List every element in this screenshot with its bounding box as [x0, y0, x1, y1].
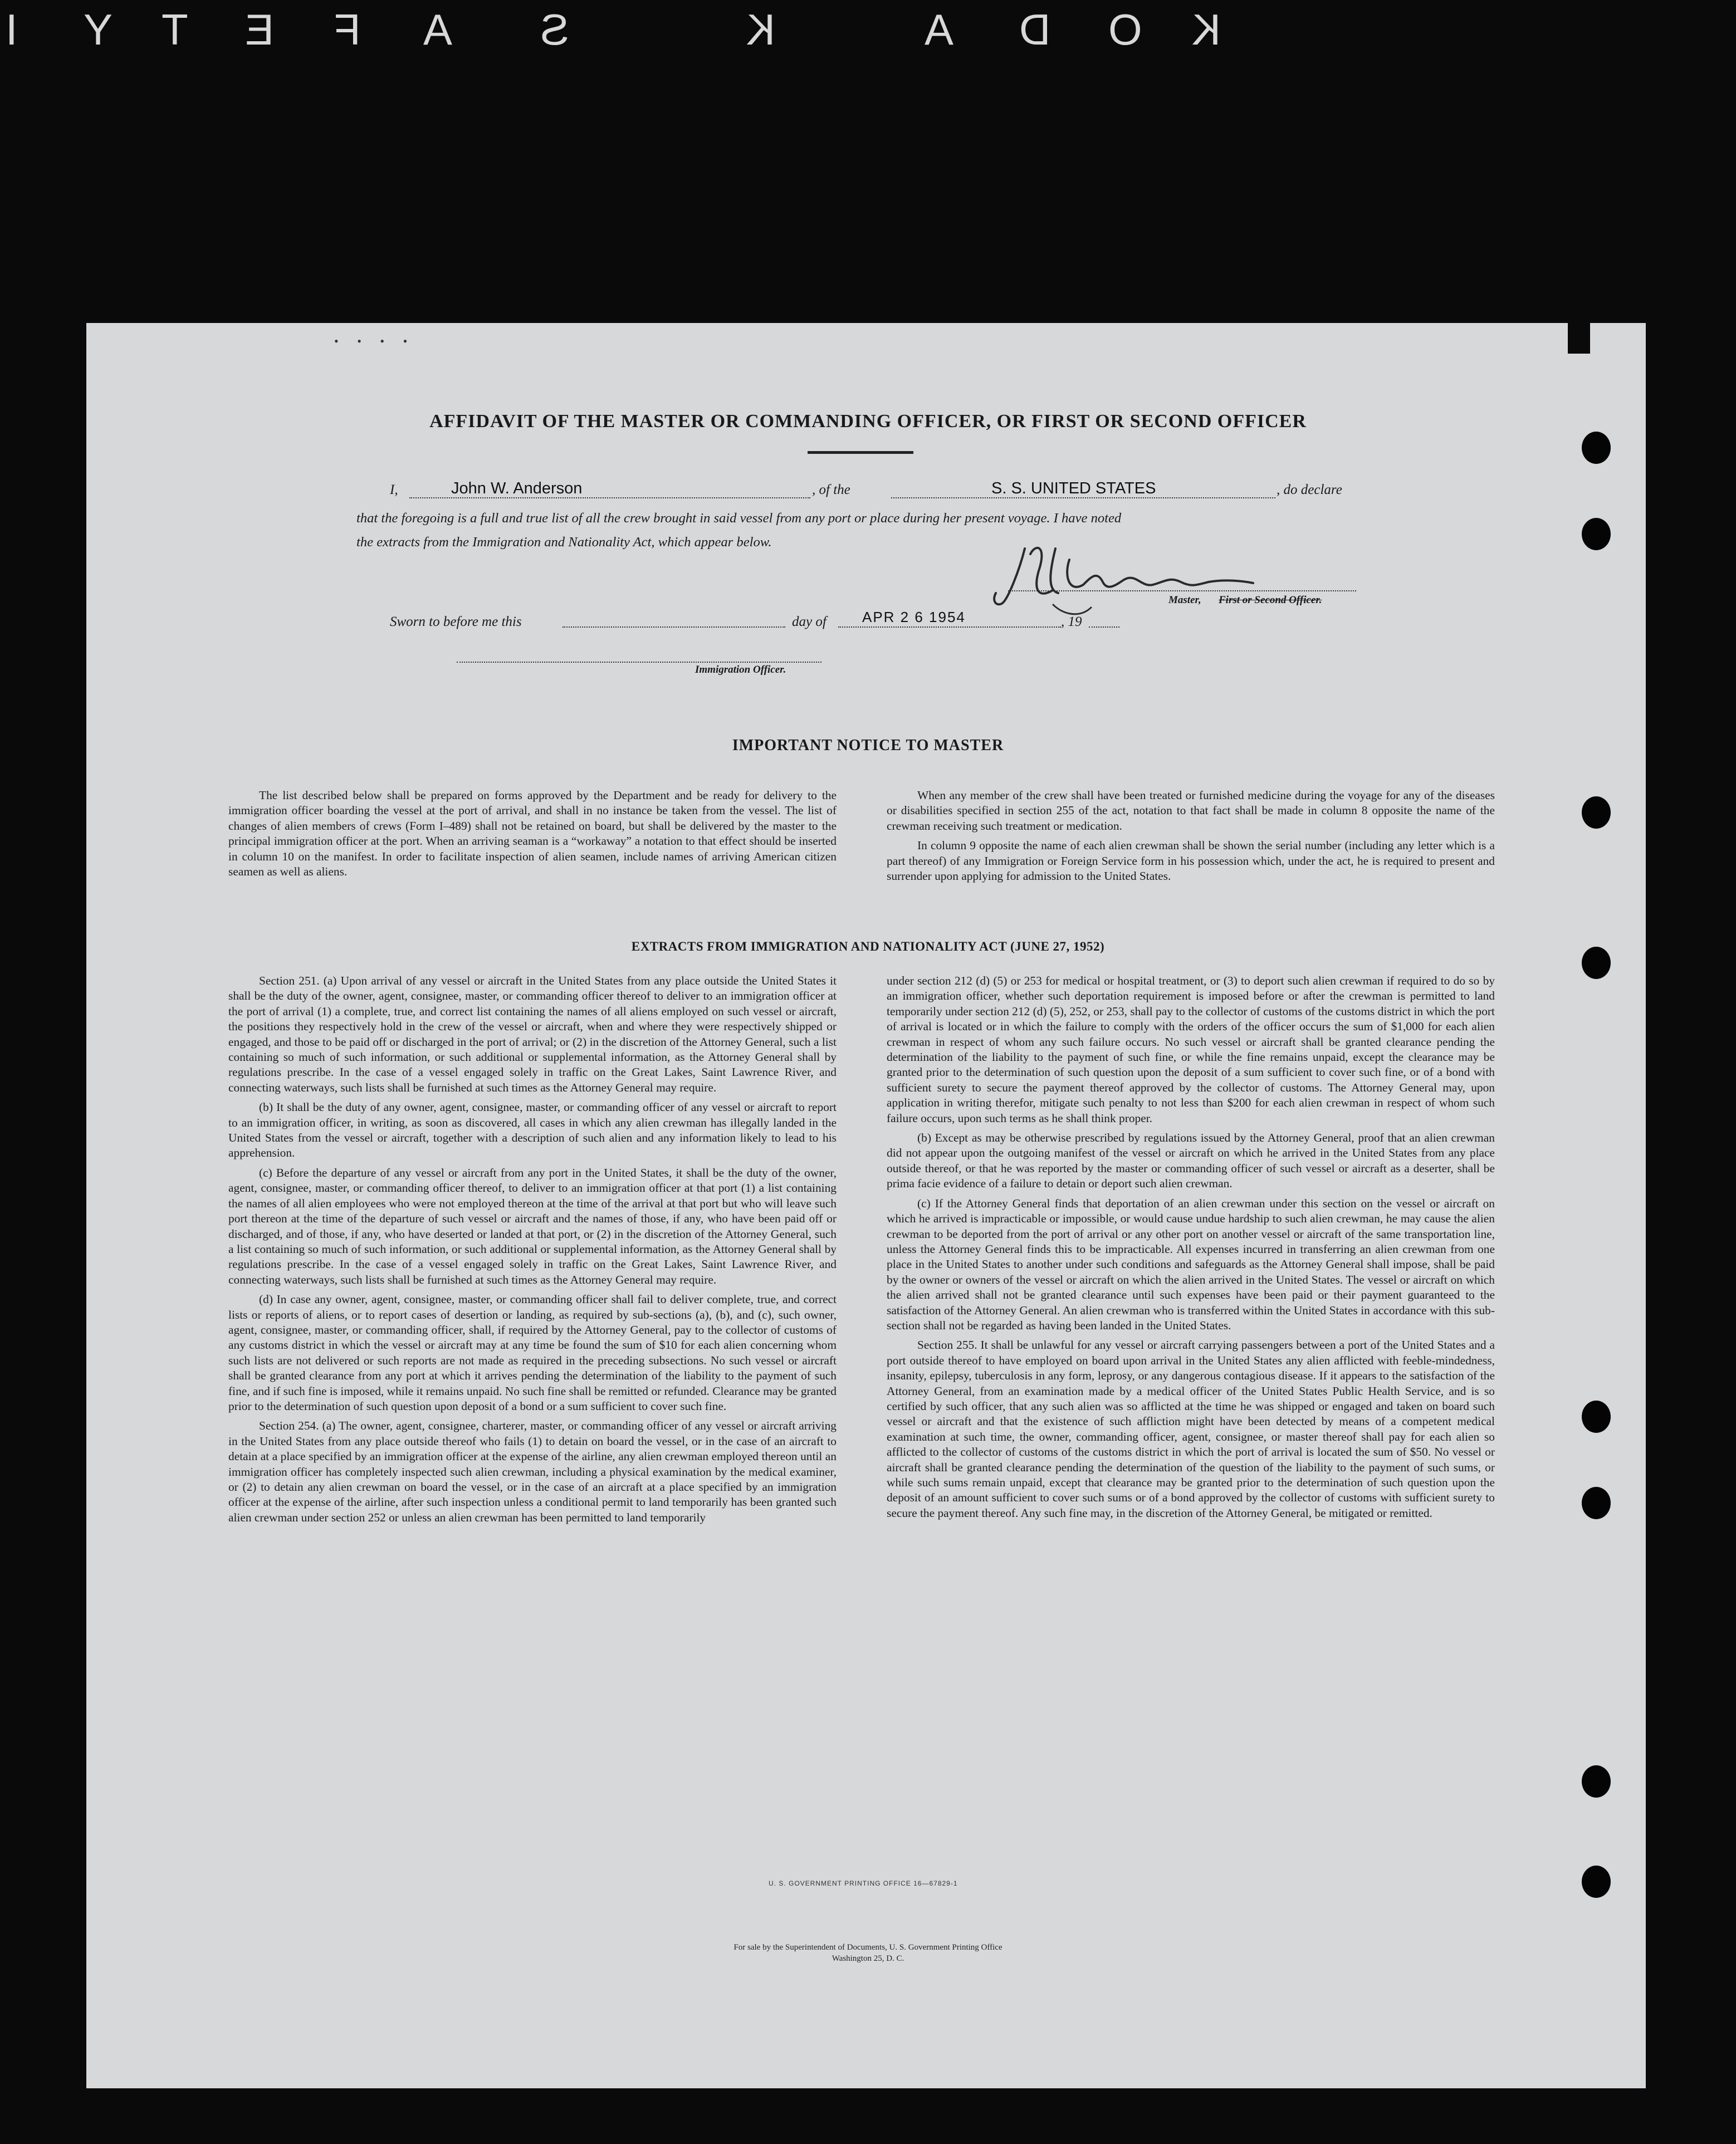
footer-line2: Washington 25, D. C.: [832, 1954, 904, 1963]
notice-left-column: [228, 788, 837, 884]
declarant-name: John W. Anderson: [451, 479, 583, 497]
binder-hole: [1582, 432, 1611, 464]
sworn-year: , 19: [1061, 614, 1082, 629]
binder-hole: [1582, 518, 1611, 550]
section-paragraph: under section 212 (d) (5) or 253 for medical or hospital treatment, or (3) to deport such alien crewman if required to do so by an immigration officer, whether such deportation requirement is imposed before or after the crewman is permitted to land temporarily under section 212 (d) (5), 252, or 253, shall pay to the collector of customs of the customs district in which the port of arrival is located or in which the failure to comply with the orders of the officer occurs the sum of $1,000 for each alien crewman in respect of whom any such failure occurs. No such vessel or aircraft shall be granted clearance pending the determination of the liability to the payment of such fine, or while the fine remains unpaid, except the clearance may be granted prior to the determination of such question upon the deposit of a sum sufficient to cover such fine, or of a bond with sufficient surety to secure the payment thereof approved by the collector of customs. The Attorney General may, upon application in writing therefor, mitigate such penalty to not less than $200 for each alien crewman in respect of whom such failure occurs, upon such terms as he shall think proper.: [887, 974, 1495, 1125]
film-edge-char: O: [1108, 5, 1142, 54]
page-tear: [1568, 323, 1590, 354]
film-edge-char: D: [1019, 5, 1051, 54]
date-stamp: APR 2 6 1954: [862, 609, 966, 625]
film-edge-char: Y: [84, 5, 113, 54]
notice-right-column: [887, 788, 1495, 888]
extracts-title: EXTRACTS FROM IMMIGRATION AND NATIONALITY ACT (JUNE 27, 1952): [631, 939, 1105, 953]
binder-hole: [1582, 796, 1611, 829]
vessel-name: S. S. UNITED STATES: [991, 479, 1156, 497]
film-edge-char: S: [540, 5, 570, 54]
section-paragraph: (b) It shall be the duty of any owner, agent, consignee, master, or commanding officer of any vessel or aircraft to report to an immigration officer, in writing, as soon as discovered, all cases in which any alien crewman has illegally landed in the United States from the vessel or aircraft, together with a description of such alien and any information likely to lead to his apprehension.: [228, 1100, 837, 1160]
binder-hole: [1582, 1401, 1611, 1433]
footer-line1: For sale by the Superintendent of Documents, U. S. Government Printing Office: [733, 1943, 1003, 1952]
film-edge-char: T: [162, 5, 188, 54]
affidavit-do-declare: , do declare: [1277, 482, 1342, 497]
section-paragraph: (d) In case any owner, agent, consignee, master, or commanding officer shall fail to deliver complete, true, and correct lists or reports of aliens, or to report cases of desertion or landing, as required by sub-sections (a), (b), and (c), such owner, agent, consignee, master, or commanding officer, shall, if required by the Attorney General, pay to the collector of customs of any customs district in which the vessel or aircraft may at any time be found the sum of $10 for each alien concerning whom such lists are not delivered or such reports are not made as required in the preceding subsections. No such vessel or aircraft shall be granted clearance from any port at which it arrives pending the determination of the liability to the payment of such fine, and if such fine is imposed, while it remains unpaid. No such fine shall be remitted or refunded. Clearance may be granted prior to the determination of such question upon deposit of a bond or a sum sufficient to cover such fine.: [228, 1293, 837, 1413]
film-edge-char: E: [245, 5, 275, 54]
struck-officer-label: First or Second Officer.: [1219, 594, 1322, 606]
notice-title: IMPORTANT NOTICE TO MASTER: [732, 737, 1004, 754]
extracts-left-column: [228, 973, 837, 1530]
affidavit-title: AFFIDAVIT OF THE MASTER OR COMMANDING OFFICER, OR FIRST OR SECOND OFFICER: [429, 411, 1307, 432]
binder-hole: [1582, 1487, 1611, 1519]
section-paragraph: Section 251. (a) Upon arrival of any vessel or aircraft in the United States from any place outside the United States it shall be the duty of the owner, agent, consignee, master, or commanding officer thereof to deliver to an immigration officer at the port of arrival (1) a complete, true, and correct list containing the names of all aliens employed on such vessel or aircraft, the positions they respectively hold in the crew of the vessel or aircraft, when and where they were respectively shipped or engaged, and those to be paid off or discharged in the port of arrival; or (2) in the discretion of the Attorney General, such a list containing so much of such information, or such additional or supplemental information, as the Attorney General shall by regulations prescribe. In the case of a vessel engaged solely in traffic on the Great Lakes, Saint Lawrence River, and connecting waterways, such lists shall be furnished at such times as the Attorney General may require.: [228, 974, 837, 1094]
immigration-officer-label: Immigration Officer.: [695, 664, 786, 675]
day-dotted-line: [563, 626, 785, 628]
year-dotted-line: [1089, 626, 1119, 628]
master-signature: [986, 537, 1275, 621]
film-edge-char: F: [334, 5, 361, 54]
date-dotted-line: [838, 626, 1061, 628]
gpo-imprint: U. S. GOVERNMENT PRINTING OFFICE 16—67829-1: [769, 1879, 958, 1887]
film-edge-text: [0, 0, 1736, 54]
film-edge-char: I: [6, 5, 18, 54]
affidavit-line2: that the foregoing is a full and true list of all the crew brought in said vessel from any port or place during her present voyage. I have noted: [356, 511, 1122, 526]
film-edge-char: K: [746, 5, 776, 54]
film-edge-char: A: [925, 5, 954, 54]
affidavit-i: I,: [390, 482, 398, 497]
section-paragraph: Section 254. (a) The owner, agent, consignee, charterer, master, or commanding officer of any vessel or aircraft arriving in the United States from any place outside thereof who fails (1) to detain on board the vessel, or in the case of an aircraft to detain at a place specified by an immigration officer at the expense of the airline, any alien crewman employed thereon until an immigration officer has completely inspected such alien crewman, including a physical examination by the medical examiner, or (2) to detain any alien crewman on board the vessel, or in the case of an aircraft at a place specified by an immigration officer at the expense of the airline, after such inspection unless a conditional permit to land temporarily has been granted such alien crewman under section 252 or unless an alien crewman has been permitted to land temporarily: [228, 1419, 837, 1524]
officer-dotted-line: [457, 662, 821, 663]
section-paragraph: (b) Except as may be otherwise prescribed by regulations issued by the Attorney General, proof that an alien crewman did not appear upon the outgoing manifest of the vessel or aircraft on which he arrived in the United States from any place outside thereof, or that he was reported by the master or commanding officer of such vessel or aircraft as a deserter, shall be prima facie evidence of a failure to detain or deport such alien crewman.: [887, 1131, 1495, 1191]
section-paragraph: (c) Before the departure of any vessel or aircraft from any port in the United States, it shall be the duty of the owner, agent, consignee, master, or commanding officer thereof, to deliver to an immigration officer at that port (1) a list containing the names of all alien employees who were not employed thereon at the time of the arrival at that port but who will leave such port thereon at the time of the departure of such vessel or aircraft and the names of those, if any, who have been paid off or discharged, and of those, if any, who have deserted or landed at that port, or (2) in the discretion of the Attorney General, such a list containing so much of such information, or such additional or supplemental information, as the Attorney General shall by regulations prescribe. In the case of a vessel engaged solely in traffic on the Great Lakes, Saint Lawrence River, and connecting waterways, such lists shall be furnished at such times as the Attorney General may require.: [228, 1166, 837, 1286]
affidavit-of-the: , of the: [812, 482, 850, 497]
master-label: Master,: [1168, 594, 1201, 606]
extracts-right-column: [887, 973, 1495, 1525]
notice-paragraph: The list described below shall be prepared on forms approved by the Department and be ready for delivery to the immigration officer boarding the vessel at the port of arrival, and shall in no instance be taken from the vessel. The list of changes of alien members of crews (Form I–489) shall not be retained on board, but shall be delivered by the master to the principal immigration officer at the port. When an arriving seaman is a “workaway” a notation to that effect should be inserted in column 10 on the manifest. In order to facilitate inspection of alien seamen, include names of arriving American citizen seamen as well as aliens.: [228, 789, 837, 879]
film-edge-char: A: [423, 5, 453, 54]
sworn-day-of: day of: [792, 614, 827, 629]
sworn-before: Sworn to before me this: [390, 614, 522, 629]
notice-paragraph: When any member of the crew shall have been treated or furnished medicine during the voyage for any of the diseases or disabilities specified in section 255 of the act, notation to that fact shall be made in column 8 opposite the name of the crewman receiving such treatment or medication.: [887, 789, 1495, 833]
binder-hole: [1582, 1866, 1611, 1898]
page-speckles: • • • •: [334, 334, 415, 348]
notice-paragraph: In column 9 opposite the name of each alien crewman shall be shown the serial number (including any letter which is a part thereof) of any Immigration or Foreign Service form in his possession which, under the act, he is required to present and surrender upon applying for admission to the United States.: [887, 839, 1495, 883]
signature-dotted-line: [1008, 590, 1356, 591]
film-edge-char: K: [1192, 5, 1221, 54]
binder-hole: [1582, 1765, 1611, 1798]
title-rule: [808, 451, 913, 454]
section-paragraph: (c) If the Attorney General finds that deportation of an alien crewman under this section on the vessel or aircraft on which he arrived is impracticable or impossible, or would cause undue hardship to such alien crewman, he may cause the alien crewman to be deported from the port of arrival or any other port on another vessel or aircraft of the same transportation line, unless the Attorney General finds this to be impracticable. All expenses incurred in transferring an alien crewman from one place in the United States to another under such conditions and safeguards as the Attorney General shall impose, shall be paid by the owner or owners of the vessel or aircraft on which the alien arrived in the United States. The vessel or aircraft on which the alien arrived shall not be granted clearance until such expenses have been paid or their payment guaranteed to the satisfaction of the Attorney General. An alien crewman who is transferred within the United States in accordance with this sub-section shall not be regarded as having been landed in the United States.: [887, 1196, 1495, 1332]
section-paragraph: Section 255. It shall be unlawful for any vessel or aircraft carrying passengers between a port of the United States and a port outside thereof to have employed on board upon arrival in the United States any alien afflicted with feeble-mindedness, insanity, epilepsy, tuberculosis in any form, leprosy, or any dangerous contagious disease. If it appears to the satisfaction of the Attorney General, from an examination made by a medical officer of the United States Public Health Service, and is so certified by such officer, that any such alien was so afflicted at the time he was shipped or engaged and taken on board such vessel or aircraft and that the existence of such affliction might have been detected by means of a competent medical examination at such time, the owner, commanding officer, agent, consignee, or master thereof shall pay for each alien so afflicted to the collector of customs of the customs district in which the port of arrival is located the sum of $50. No vessel or aircraft shall be granted clearance pending the determination of the question of the liability to the payment of such sums, or while such sums remain unpaid, except that clearance may be granted prior to the determination of such question upon the deposit of an amount sufficient to cover such sums or of a bond approved by the collector of customs with sufficient surety to secure the payment thereof. Any such fine may, in the discretion of the Attorney General, be mitigated or remitted.: [887, 1338, 1495, 1520]
affidavit-line3: the extracts from the Immigration and Nationality Act, which appear below.: [356, 535, 772, 550]
